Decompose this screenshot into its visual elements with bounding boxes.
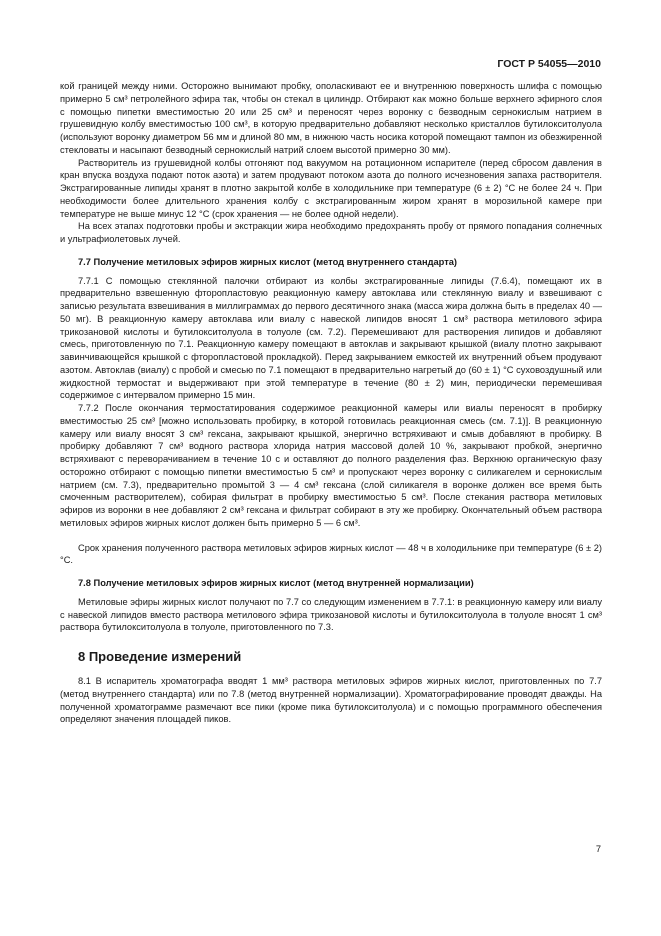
section-heading-8: 8 Проведение измерений <box>78 649 242 664</box>
paragraph-storage: Срок хранения полученного раствора метиловых эфиров жирных кислот — 48 ч в холодильнике при температуре (6 ± 2) °С. <box>60 542 602 566</box>
paragraph-8-1: 8.1 В испаритель хроматографа вводят 1 мм³ раствора метиловых эфиров жирных кислот, приготовленных по 7.7 (метод внутреннего стандарта) или по 7.8 (метод внутренней нормализации). Хроматографирование проводят дважды. На полученной хроматограмме размечают все пики (кроме пика бутилокситолуола) и с помощью программного обеспечения определяют значения площадей пиков. <box>60 676 602 725</box>
section-heading-7-8: 7.8 Получение метиловых эфиров жирных кислот (метод внутренней нормализации) <box>78 578 474 588</box>
page-body <box>60 80 602 726</box>
paragraph-7-8: Метиловые эфиры жирных кислот получают по 7.7 со следующим изменением в 7.7.1: в реакционную камеру или виалу с навеской липидов вместо раствора метилового эфира трикозановой кислоты и бутилокситолуола в толуоле вносят 1 см³ раствора бутилокситолуола в толуоле, приготовленного по 7.3. <box>60 596 602 633</box>
paragraph-7-7-1: 7.7.1 С помощью стеклянной палочки отбирают из колбы экстрагированные липиды (7.6.4), помещают их в предварительно взвешенную фторопластовую реакционную камеру автоклава или стеклянную виалу и взвешивают с записью результата взвешивания в миллиграммах до первого десятичного знака (масса жира должна быть в пределах 40 — 50 мг). В реакционную камеру автоклава или виалу с навеской липидов вносят 1 см³ раствора метилового эфира трикозановой кислоты и бутилокситолуола в толуоле (см. 7.2). Перемешивают для растворения липидов и добавляют смесь, приготовленную по 7.1. Реакционную камеру помещают в автоклав и закрывают крышкой (виалу плотно закрывают завинчивающейся крышкой с фторопластовой прокладкой). Перед закрыванием емкостей их внутренний объем продувают азотом. Автоклав (виалу) с пробой и смесью по 7.1 помещают в предварительно нагретый до (60 ± 1) °С суховоздушный или жидкостной термостат и выдерживают при этой температуре в течение (80 ± 2) мин, периодически перемешивая содержимое с интервалом примерно 15 мин. <box>60 275 602 401</box>
paragraph-continued: кой границей между ними. Осторожно вынимают пробку, ополаскивают ее и внутреннюю поверхность шлифа с помощью примерно 5 см³ петролейного эфира так, чтобы он стекал в цилиндр. Отбирают как можно больше верхнего эфирного слоя с помощью пипетки вместимостью 20 или 25 см³ и переносят через воронку с безводным сернокислым натрием в грушевидную колбу вместимостью 100 см³, в которую предварительно добавляют несколько кристаллов бутилокситолуола (используют воронку диаметром 56 мм и длиной 80 мм, в нижнюю часть носика которой помещают тампон из обезжиренной стекловаты и насыпают безводный сернокислый натрий слоем высотой примерно 30 мм). <box>60 81 602 155</box>
paragraph-solvent-removal: Растворитель из грушевидной колбы отгоняют под вакуумом на ротационном испарителе (перед сбросом давления в кран впуска воздуха подают поток азота) и затем продувают потоком азота до полного исчезновения запаха растворителя. Экстрагированные липиды хранят в плотно закрытой колбе в холодильнике при температуре (6 ± 2) °С не более 24 ч. При необходимости более длительного хранения колбу с экстрагированным жиром хранят в морозильной камере при температуре не выше минус 12 °С (срок хранения — не более одной недели). <box>60 157 602 219</box>
page-number: 7 <box>595 844 601 854</box>
section-heading-7-7: 7.7 Получение метиловых эфиров жирных кислот (метод внутреннего стандарта) <box>78 256 458 267</box>
paragraph-7-7-2: 7.7.2 После окончания термостатирования содержимое реакционной камеры или виалы переносят в пробирку вместимостью 25 см³ [можно использовать пробирку, в которой готовилась реакционная смесь (см. 7.1)]. В реакционную камеру или виалу вносят 3 см³ гексана, закрывают крышкой, энергично встряхивают и смыв добавляют в пробирку. В пробирку добавляют 7 см³ водного раствора хлорида натрия массовой долей 10 %, закрывают пробкой, энергично встряхивают с переворачиванием в течение 10 с и оставляют до полного разделения фаз. Верхнюю органическую фазу осторожно отбирают с помощью пипетки вместимостью 5 см³ и пропускают через воронку с силикагелем и сернокислым натрием (см. 7.3), предварительно промытой 3 — 4 см³ гексана (слой силикагеля в воронке должен все время быть смоченным растворителем), собирая фильтрат в пробирку вместимостью 5 см³. После стекания раствора метиловых эфиров из воронки в нее добавляют 2 см³ гексана и фильтрат собирают в эту же пробирку. Окончательный объем раствора метиловых эфиров жирных кислот должен быть примерно 5 — 6 см³. <box>60 403 602 528</box>
paragraph-light-protection: На всех этапах подготовки пробы и экстракции жира необходимо предохранять пробу от прямого попадания солнечных и ультрафиолетовых лучей. <box>60 221 602 244</box>
document-number: ГОСТ Р 54055—2010 <box>497 58 601 70</box>
